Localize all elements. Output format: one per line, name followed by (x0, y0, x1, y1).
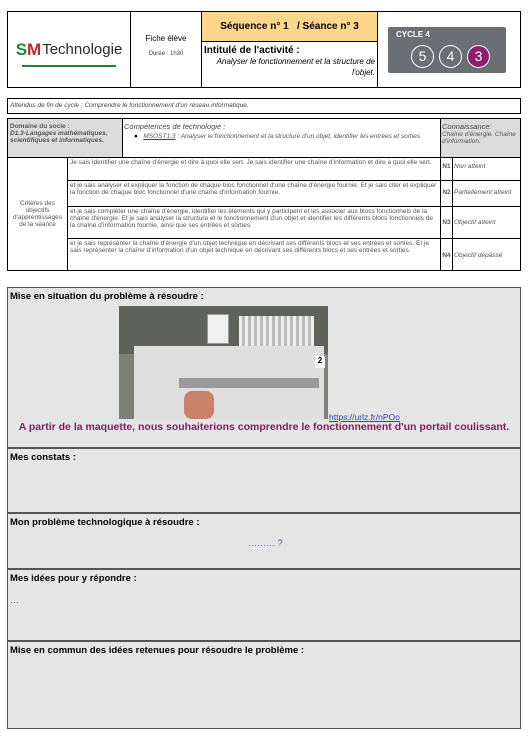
criteria-row-4 (68, 239, 440, 271)
photo-label: 2 (315, 356, 325, 368)
logo-mark: SM (15, 39, 42, 59)
competence-cell (122, 119, 440, 157)
maquette-photo (119, 306, 328, 419)
status-n3: Objectif atteint (454, 219, 496, 226)
cycle-4: 4 (439, 45, 462, 68)
cycle-label: CYCLE 4 (396, 30, 430, 39)
fiche-cell (131, 12, 202, 87)
criteria-text: et je sais compléter une chaîne d'énergie, identifier les éléments qui y participent et les associer aux blocs fonctionnels de la chaîne d'énergie. Et je sais analyser la structure et le fonctionnement d'un objet et identifier les différents blocs fonctionnels de la chaîne d'information fournie, ainsi que ses entrées et sorties. (70, 208, 433, 229)
situation-statement: A partir de la maquette, nous souhaiterions comprendre le fonctionnement d'un portail coulissant. (18, 421, 510, 433)
competences-table (7, 118, 521, 271)
attendus-text: Comprendre le fonctionnement d'un réseau informatique. (84, 102, 249, 109)
attendus-row (7, 98, 521, 114)
sequence-label: Séquence n° 1 (220, 21, 289, 32)
probleme-title: Mon problème technologique à résoudre : (10, 517, 200, 528)
status-n2: Partiellement atteint (454, 189, 512, 196)
comp-text: : Analyser le fonctionnement et la structure d'un objet, identifier les entrées et sorties (177, 133, 421, 140)
domaine-label: Domaine du socle : (10, 123, 70, 130)
duration: Durée : 1h30 (148, 51, 184, 57)
comp-code: MSOST1.3 (143, 133, 176, 140)
idees-box[interactable] (7, 569, 521, 641)
comp-item (124, 133, 438, 140)
domaine-text: D1.3-Langages mathématiques, scientifiques et informatiques. (10, 130, 108, 144)
domaine-cell (8, 119, 122, 157)
probleme-content: ……… ? (248, 538, 283, 548)
criteria-text: et je sais analyser et expliquer la fonction de chaque bloc fonctionnel d'une chaîne d'énergie fournie. Et je sais citer et expliquer la fonction de chaque bloc fonctionnel d'une chaîne d'information fournie. (70, 182, 437, 196)
logo (8, 12, 131, 87)
bullet-icon: ● (134, 133, 138, 140)
level-n1: N1 (442, 163, 451, 170)
fiche-title: Fiche élève (145, 34, 187, 43)
maquette-link-text[interactable]: https://urlz.fr/nPOo (329, 412, 400, 422)
idees-content: … (10, 595, 19, 605)
criteria-text: et je sais représenter la chaîne d'énergie d'un objet technique en décrivant ses différents blocs et ses entrées et sorties. Et je sais représenter la chaîne d'information d'un objet technique en décrivant ses différents blocs et ses entrées et sorties. (70, 240, 429, 254)
sequence-cell (202, 12, 378, 42)
situation-title: Mise en situation du problème à résoudre : (10, 291, 204, 302)
intitule-cell (202, 42, 378, 87)
conn-text: Chaîne d'énergie. Chaîne d'information. (442, 131, 516, 145)
cycle-3: 3 (467, 45, 490, 68)
idees-title: Mes idées pour y répondre : (10, 573, 137, 584)
constats-box[interactable] (7, 448, 521, 513)
criteres-label: Critères des objectifs d'apprentissages de la séance (13, 200, 62, 228)
connaissance-cell (440, 119, 520, 157)
level-n3: N3 (442, 219, 451, 226)
logo-underline (22, 65, 116, 67)
constats-title: Mes constats : (10, 452, 76, 463)
status-n1: Non atteint (454, 163, 486, 170)
criteria-row-1 (68, 158, 440, 180)
criteria-row-2 (68, 181, 440, 206)
cycle-5: 5 (411, 45, 434, 68)
logo-text: Technologie (42, 41, 123, 58)
intitule-label: Intitulé de l'activité : (204, 45, 300, 56)
commun-box[interactable] (7, 641, 521, 729)
situation-box (7, 287, 521, 448)
attendus-label: Attendus de fin de cycle : (10, 102, 83, 109)
intitule-text: Analyser le fonctionnement et la structure de l'objet. (216, 57, 375, 77)
header-table (7, 11, 521, 88)
conn-label: Connaissance: (442, 122, 492, 131)
cycle-badge (388, 27, 506, 73)
status-n4: Objectif dépassé (454, 252, 503, 259)
seance-label: / Séance n° 3 (297, 21, 359, 32)
criteria-text: Je sais identifier une chaîne d'énergie et dire à quoi elle sert. Je sais identifier une chaîne d'information et dire à quoi elle sert. (70, 159, 432, 166)
criteres-cell (8, 158, 67, 270)
criteria-row-3 (68, 207, 440, 238)
level-n2: N2 (442, 189, 451, 196)
probleme-box[interactable] (7, 513, 521, 569)
comp-label: Compétences de technologie : (124, 122, 226, 131)
level-n4: N4 (442, 252, 451, 259)
commun-title: Mise en commun des idées retenues pour résoudre le problème : (10, 645, 305, 656)
